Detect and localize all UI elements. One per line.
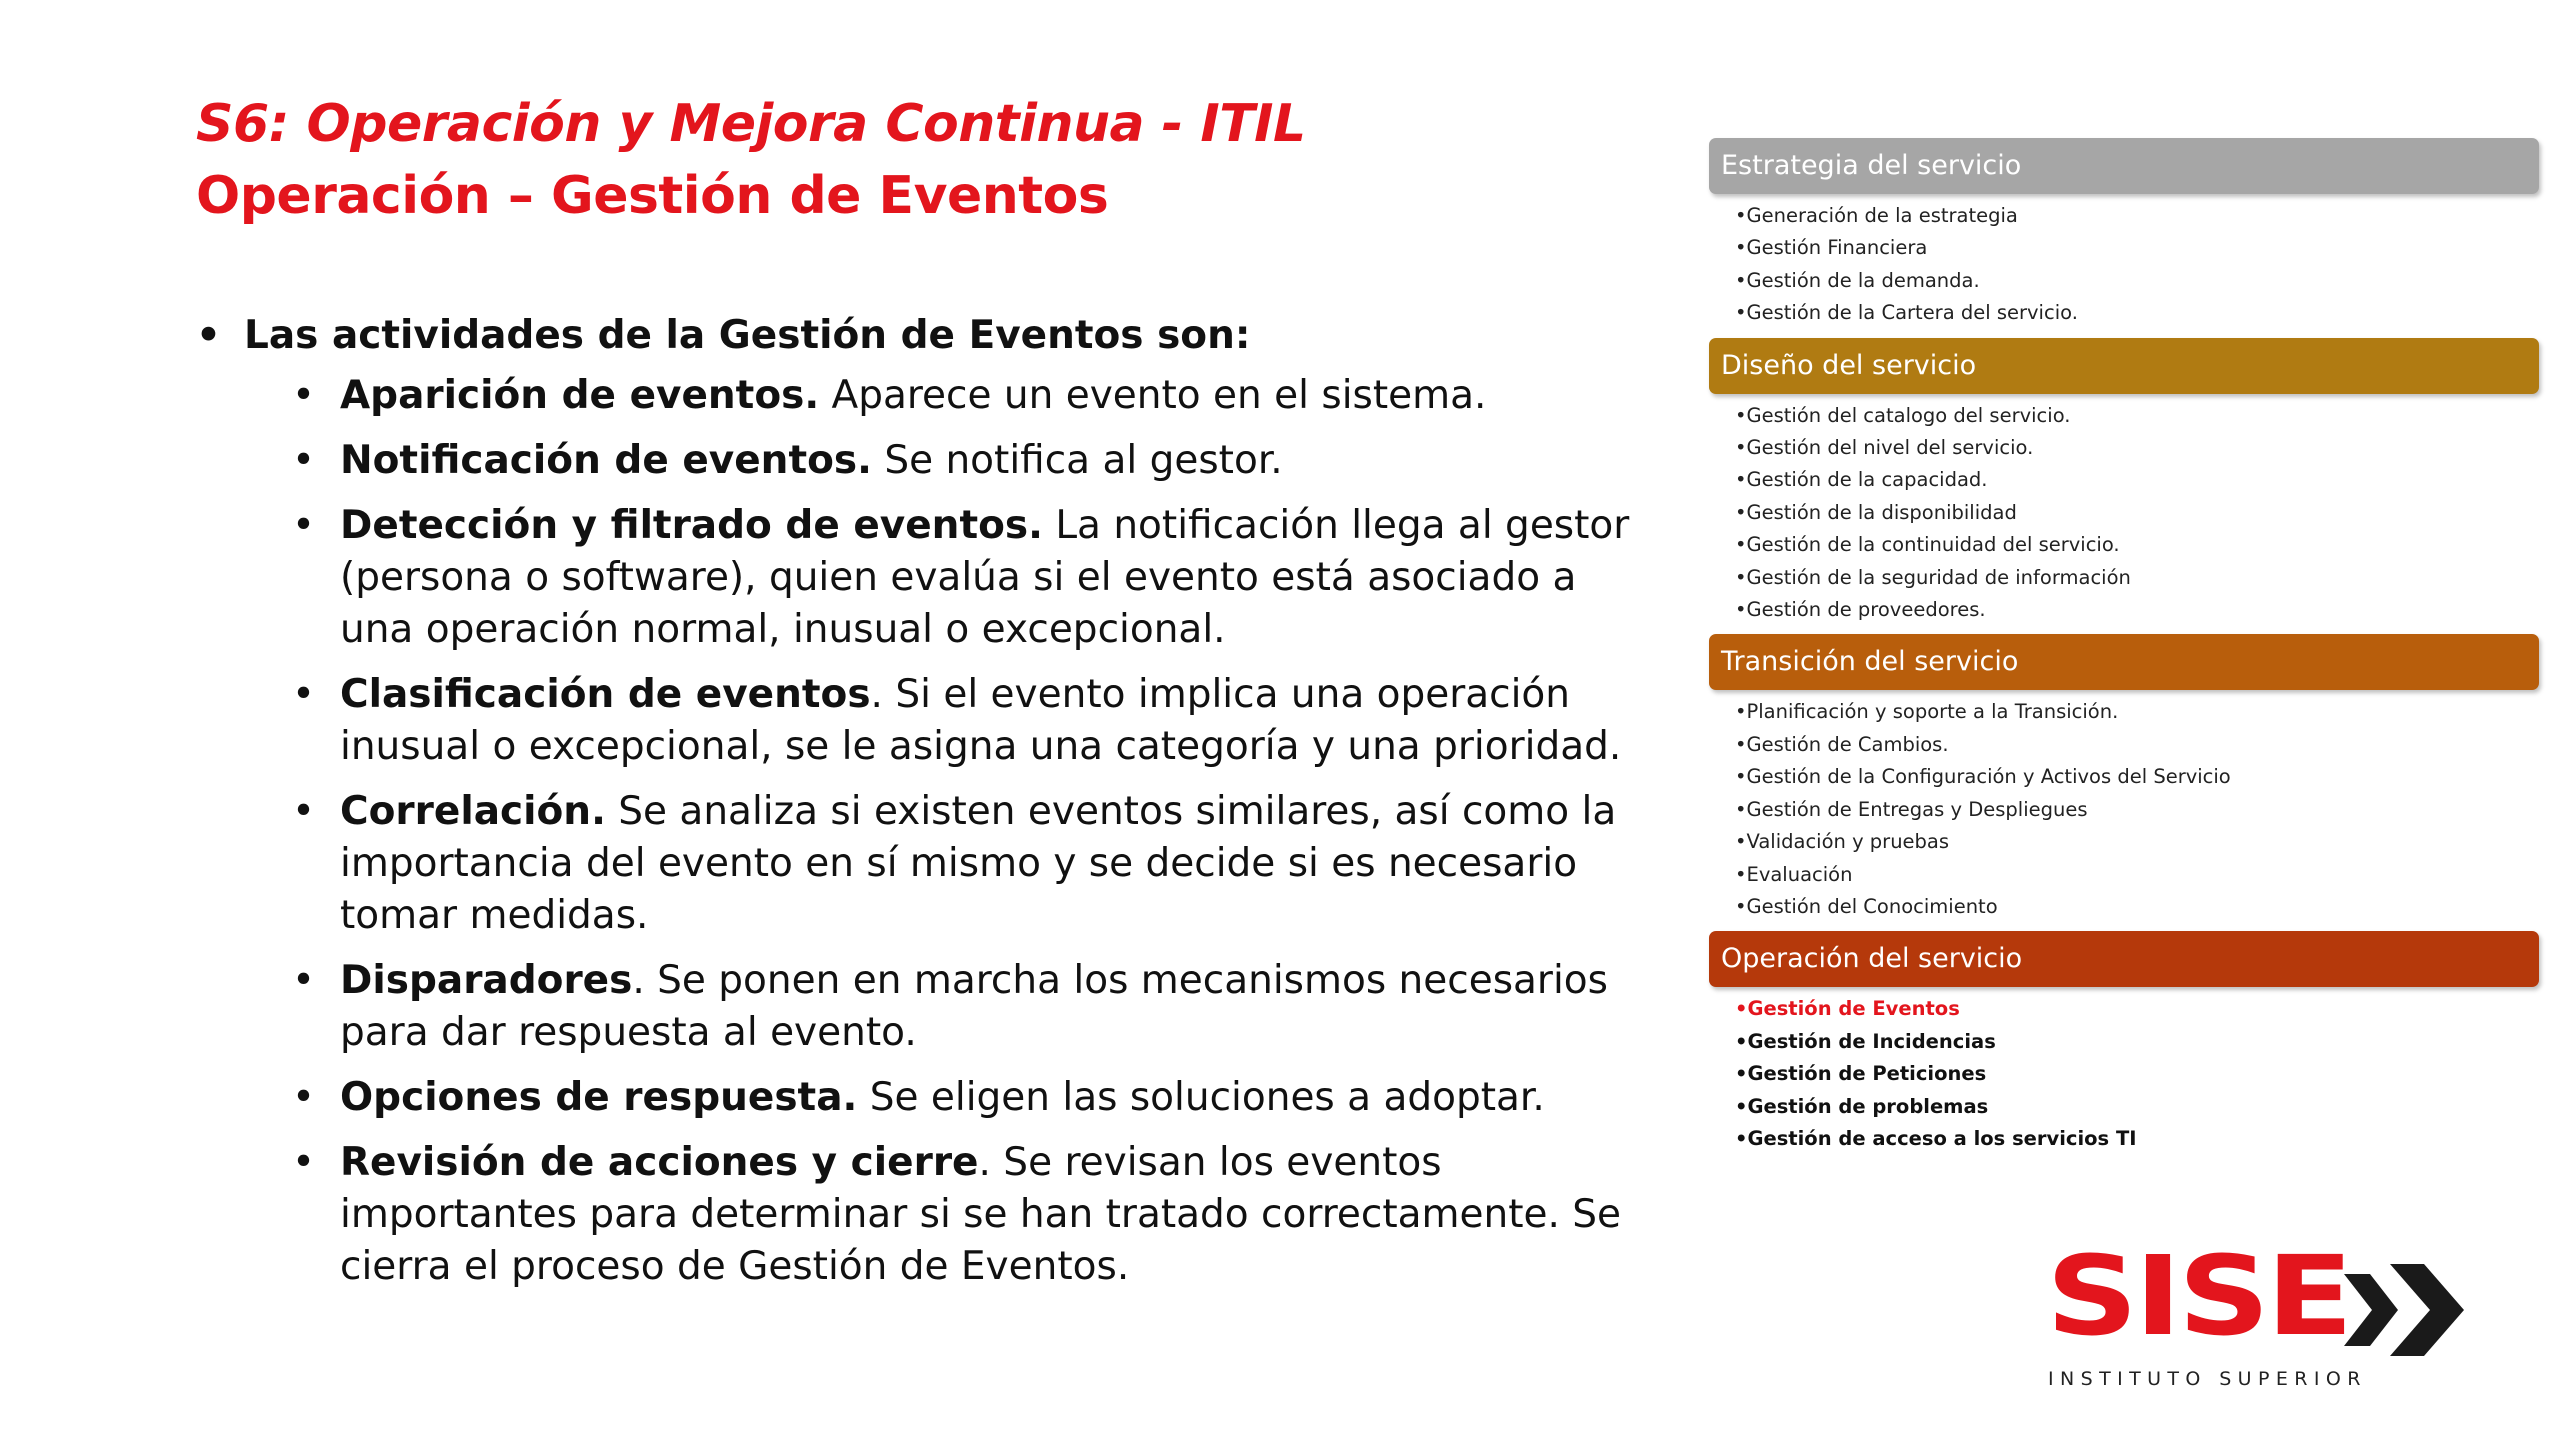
bullet-icon: • [292,1075,316,1120]
phase-item: •Gestión de la seguridad de información [1735,565,2131,589]
phase-item: •Generación de la estrategia [1735,204,2018,227]
activity-text: Aparece un evento en el sistema. [819,373,1487,418]
phase-header-design: Diseño del servicio [1709,338,2539,394]
phase-items-operation [1709,993,2539,1155]
slide-title [196,88,1696,232]
activity-text: . Si el evento implica una operación inusual o excepcional, se le asigna una categoría y una prioridad. [340,672,1622,769]
phase-item-active: •Gestión de Eventos [1735,997,1960,1021]
phase-item: •Gestión Financiera [1735,236,1928,260]
slide-title-line2: Operación – Gestión de Eventos [196,166,1109,226]
activity-text: Se eligen las soluciones a adoptar. [857,1075,1545,1120]
activity-item [292,955,1636,1059]
bullet-icon: • [292,438,316,483]
slide-title-line1: S6: Operación y Mejora Continua - ITIL [196,94,1306,154]
phase-item: •Planificación y soporte a la Transición. [1735,700,2119,724]
bullet-icon: • [292,789,316,834]
activity-text: Se notifica al gestor. [871,438,1283,483]
phase-item: •Gestión de Incidencias [1735,1029,1996,1053]
phase-header-transition: Transición del servicio [1709,634,2539,690]
phase-item: •Gestión del Conocimiento [1735,894,1998,918]
phase-item: •Gestión de la capacidad. [1735,468,1988,492]
activity-item [292,500,1636,656]
bullet-icon: • [292,373,316,418]
phase-item: •Gestión de Entregas y Despliegues [1735,797,2088,821]
activity-term: Revisión de acciones y cierre [340,1140,979,1185]
activity-term: Notificación de eventos. [340,438,872,483]
activity-term: Correlación. [340,789,606,834]
activity-term: Clasificación de eventos [340,672,871,717]
phase-item: •Gestión de proveedores. [1735,598,1986,622]
phase-item: •Validación y pruebas [1735,830,1950,854]
phase-item: •Gestión de acceso a los servicios TI [1735,1126,2137,1150]
phase-header-strategy: Estrategia del servicio [1709,138,2539,194]
bullet-icon: • [292,672,316,717]
phase-item: •Gestión de la Configuración y Activos del Servicio [1735,765,2231,789]
phase-items-transition [1709,696,2539,923]
lead-text: Las actividades de la Gestión de Eventos son: [244,313,1251,358]
activity-item [292,1072,1636,1124]
phase-items-strategy [1709,200,2539,330]
phase-item: •Gestión de la Cartera del servicio. [1735,301,2078,325]
phase-item: •Evaluación [1735,862,1853,886]
phase-item: •Gestión del catalogo del servicio. [1735,403,2071,427]
logo-wordmark: SISE [2046,1232,2350,1361]
bullet-icon: • [292,1140,316,1185]
double-chevron-right-icon [2340,1260,2474,1360]
activity-item [292,786,1636,942]
activity-item [292,370,1636,422]
logo-subtitle: INSTITUTO SUPERIOR [2048,1368,2367,1390]
phase-item: •Gestión de problemas [1735,1094,1989,1118]
phase-item: •Gestión de la demanda. [1735,268,1980,292]
activity-list [196,370,1636,1293]
activity-text: . Se ponen en marcha los mecanismos necesarios para dar respuesta al evento. [340,958,1608,1055]
bullet-icon: • [196,313,221,358]
itil-lifecycle-panel [1709,138,2539,1163]
activity-text: La notificación llega al gestor (persona o software), quien evalúa si el evento está asociado a una operación normal, inusual o excepcional. [340,503,1630,652]
phase-items-design [1709,400,2539,627]
activity-item [292,435,1636,487]
phase-item: •Gestión de Peticiones [1735,1062,1987,1086]
activity-item [292,669,1636,773]
activity-term: Aparición de eventos. [340,373,820,418]
activity-text: Se analiza si existen eventos similares, así como la importancia del evento en sí mismo y se decide si es necesario tomar medidas. [340,789,1617,938]
phase-item: •Gestión de Cambios. [1735,732,1949,756]
activity-term: Detección y filtrado de eventos. [340,503,1043,548]
activity-term: Disparadores [340,958,633,1003]
bullet-icon: • [292,503,316,548]
sise-logo [2040,1232,2440,1398]
activity-term: Opciones de respuesta. [340,1075,858,1120]
main-content [196,310,1636,1306]
activity-item [292,1137,1636,1293]
phase-header-operation: Operación del servicio [1709,931,2539,987]
phase-item: •Gestión del nivel del servicio. [1735,436,2034,460]
lead-bullet [196,310,1636,362]
activity-text: . Se revisan los eventos importantes para determinar si se han tratado correctamente. Se cierra el proceso de Gestión de Eventos. [340,1140,1622,1289]
bullet-icon: • [292,958,316,1003]
phase-item: •Gestión de la disponibilidad [1735,500,2017,524]
phase-item: •Gestión de la continuidad del servicio. [1735,533,2120,557]
